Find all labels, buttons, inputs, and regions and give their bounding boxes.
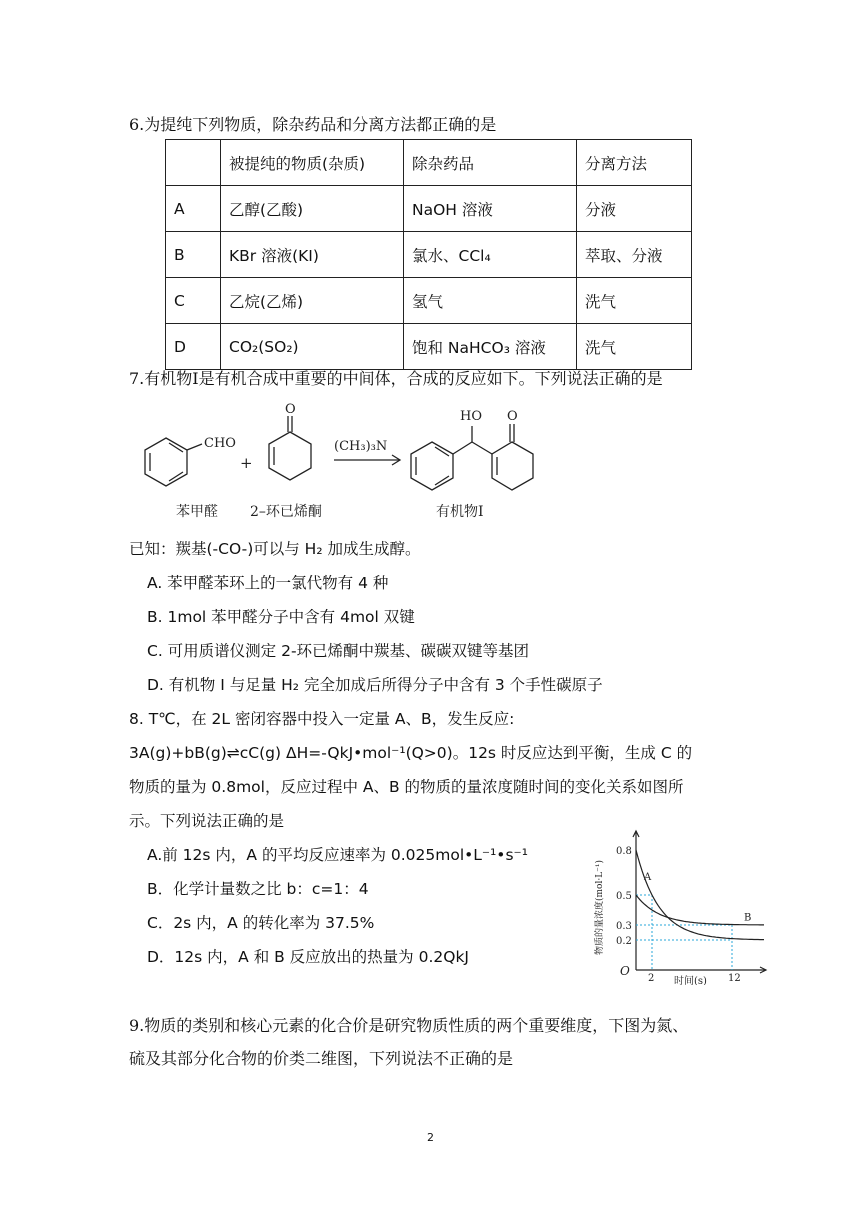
origin-label: O — [620, 964, 630, 978]
table-cell: 乙烷(乙烯) — [221, 278, 404, 324]
table-row — [166, 324, 692, 370]
reactant2-name: 2–环已烯酮 — [250, 504, 322, 520]
table-cell: 洗气 — [577, 324, 692, 370]
q6-title: 6.为提纯下列物质，除杂药品和分离方法都正确的是 — [129, 115, 497, 134]
table-row — [166, 186, 692, 232]
table-cell: 洗气 — [577, 278, 692, 324]
y-tick-label: 0.3 — [616, 921, 632, 932]
product-name: 有机物Ⅰ — [436, 504, 484, 520]
q8-option-a: A.前 12s 内，A 的平均反应速率为 0.025mol•L⁻¹•s⁻¹ — [147, 846, 528, 864]
q7-option-c: C. 可用质谱仪测定 2-环已烯酮中羰基、碳碳双键等基团 — [147, 642, 530, 660]
table-cell: 氯水、CCl₄ — [404, 232, 577, 278]
q8-line3: 物质的量为 0.8mol，反应过程中 A、B 的物质的量浓度随时间的变化关系如图所 — [129, 778, 684, 796]
q8-option-d: D．12s 内，A 和 B 反应放出的热量为 0.2QkJ — [147, 948, 470, 966]
table-cell: 乙醇(乙酸) — [221, 186, 404, 232]
q7-option-a: A. 苯甲醛苯环上的一氯代物有 4 种 — [147, 574, 389, 592]
o-label: O — [507, 409, 518, 424]
table-row — [166, 278, 692, 324]
q7-option-d: D. 有机物 I 与足量 H₂ 完全加成后所得分子中含有 3 个手性碳原子 — [147, 676, 603, 694]
table-cell: KBr 溶液(KI) — [221, 232, 404, 278]
table-cell: 饱和 NaHCO₃ 溶液 — [404, 324, 577, 370]
table-header-cell: 除杂药品 — [404, 140, 577, 186]
ho-label: HO — [460, 409, 482, 424]
q8-line4: 示。下列说法正确的是 — [129, 812, 285, 830]
x-axis-label: 时间(s) — [674, 976, 707, 985]
o-label: O — [285, 402, 296, 417]
table-row — [166, 232, 692, 278]
table-cell: C — [166, 278, 221, 324]
table-cell: 萃取、分液 — [577, 232, 692, 278]
cho-label: CHO — [204, 436, 236, 451]
y-tick-label: 0.5 — [616, 891, 632, 902]
page-number: 2 — [427, 1131, 434, 1144]
table-cell: B — [166, 232, 221, 278]
product-structure — [411, 424, 533, 490]
q9-line2: 硫及其部分化合物的价类二维图，下列说法不正确的是 — [129, 1049, 514, 1068]
table-cell: 分液 — [577, 186, 692, 232]
table-header-cell: 被提纯的物质(杂质) — [221, 140, 404, 186]
q8-option-c: C．2s 内，A 的转化率为 37.5% — [147, 914, 375, 932]
q7-title: 7.有机物Ⅰ是有机合成中重要的中间体，合成的反应如下。下列说法正确的是 — [129, 369, 663, 388]
table-cell: NaOH 溶液 — [404, 186, 577, 232]
series-line-A — [636, 850, 764, 940]
y-tick-label: 0.8 — [616, 846, 632, 857]
benzaldehyde-structure — [145, 438, 202, 486]
y-tick-label: 0.2 — [616, 936, 632, 947]
q7-known: 已知：羰基(-CO-)可以与 H₂ 加成生成醇。 — [129, 540, 421, 558]
q8-option-b: B．化学计量数之比 b：c=1：4 — [147, 880, 369, 898]
reaction-scheme — [130, 402, 570, 522]
plus-sign: + — [240, 454, 253, 472]
concentration-chart — [588, 825, 768, 985]
reactant1-name: 苯甲醛 — [176, 504, 218, 520]
purification-table — [165, 139, 692, 370]
table-cell: 氢气 — [404, 278, 577, 324]
q8-line2: 3A(g)+bB(g)⇌cC(g) ΔH=-QkJ•mol⁻¹(Q>0)。12s 时反应达到平衡，生成 C 的 — [129, 744, 693, 762]
table-header-cell: 分离方法 — [577, 140, 692, 186]
table-cell: D — [166, 324, 221, 370]
q7-option-b: B. 1mol 苯甲醛分子中含有 4mol 双键 — [147, 608, 415, 626]
table-cell: CO₂(SO₂) — [221, 324, 404, 370]
table-header-row — [166, 140, 692, 186]
table-header-cell — [166, 140, 221, 186]
x-tick-label: 2 — [648, 973, 655, 984]
table-cell: A — [166, 186, 221, 232]
q9-line1: 9.物质的类别和核心元素的化合价是研究物质性质的两个重要维度，下图为氮、 — [129, 1016, 689, 1035]
cyclohexenone-structure — [269, 416, 311, 480]
series-label-A: A — [644, 872, 652, 883]
x-tick-label: 12 — [728, 973, 741, 984]
q8-line1: 8. T℃，在 2L 密闭容器中投入一定量 A、B，发生反应: — [129, 710, 515, 728]
y-axis-label: 物质的量浓度(mol·L⁻¹) — [595, 859, 605, 955]
reagent-label: (CH₃)₃N — [334, 439, 388, 454]
series-label-B: B — [744, 912, 752, 924]
